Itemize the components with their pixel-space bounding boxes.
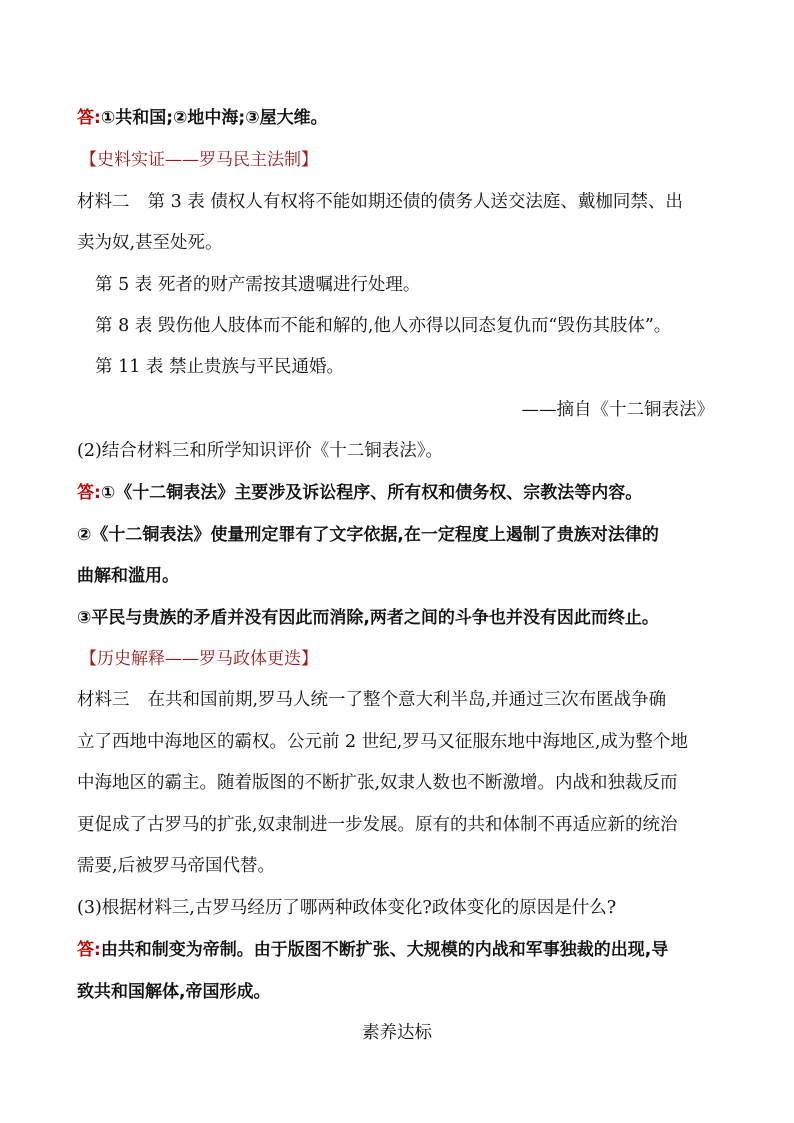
material-3-line-5: 需要,后被罗马帝国代替。 — [77, 856, 276, 876]
question-3: (3)根据材料三,古罗马经历了哪两种政体变化?政体变化的原因是什么? — [77, 898, 617, 918]
answer-label: 答: — [77, 940, 101, 960]
footer-heading: 素养达标 — [362, 1023, 432, 1043]
material-3-line-2: 立了西地中海地区的霸权。公元前 2 世纪,罗马又征服东地中海地区,成为整个地 — [77, 732, 688, 752]
answer-2-line-3: 曲解和滥用。 — [77, 566, 179, 586]
material-2-line-3: 第 5 表 死者的财产需按其遗嘱进行处理。 — [95, 275, 421, 295]
material-label: 材料三 — [77, 690, 130, 710]
answer-2-line-4: ③平民与贵族的矛盾并没有因此而消除,两者之间的斗争也并没有因此而终止。 — [77, 608, 659, 628]
answer-text: ①共和国;②地中海;③屋大维。 — [100, 108, 328, 128]
material-2-line-4: 第 8 表 毁伤他人肢体而不能和解的,他人亦得以同态复仇而“毁伤其肢体”。 — [95, 316, 672, 336]
answer-1 — [77, 106, 328, 130]
material-3-line-3: 中海地区的霸主。随着版图的不断扩张,奴隶人数也不断激增。内战和独裁反而 — [77, 773, 678, 793]
answer-3-line-2: 致共和国解体,帝国形成。 — [77, 982, 271, 1002]
material-2-source: ——摘自《十二铜表法》 — [521, 400, 714, 420]
answer-label: 答: — [77, 108, 101, 128]
material-2-line-2: 卖为奴,甚至处死。 — [77, 233, 223, 253]
material-2-line-5: 第 11 表 禁止贵族与平民通婚。 — [95, 357, 344, 377]
section-heading-politics: 【历史解释——罗马政体更迭】 — [80, 649, 318, 669]
material-3-line-4: 更促成了古罗马的扩张,奴隶制进一步发展。原有的共和体制不再适应新的统治 — [77, 815, 678, 835]
section-heading-law: 【史料实证——罗马民主法制】 — [80, 150, 318, 170]
material-3-line-1: 材料三 在共和国前期,罗马人统一了整个意大利半岛,并通过三次布匿战争确 — [77, 690, 667, 710]
answer-2-line-1: 答:①《十二铜表法》主要涉及诉讼程序、所有权和债务权、宗教法等内容。 — [77, 483, 643, 503]
answer-2-line-2: ②《十二铜表法》使量刑定罪有了文字依据,在一定程度上遏制了贵族对法律的 — [77, 525, 659, 545]
material-2-line-1: 材料二 第 3 表 债权人有权将不能如期还债的债务人送交法庭、戴枷同禁、出 — [77, 192, 683, 212]
answer-label: 答: — [77, 483, 101, 503]
question-2: (2)结合材料三和所学知识评价《十二铜表法》。 — [77, 441, 444, 461]
answer-3-line-1: 答:由共和制变为帝制。由于版图不断扩张、大规模的内战和军事独裁的出现,导 — [77, 940, 669, 960]
material-label: 材料二 — [77, 192, 130, 212]
